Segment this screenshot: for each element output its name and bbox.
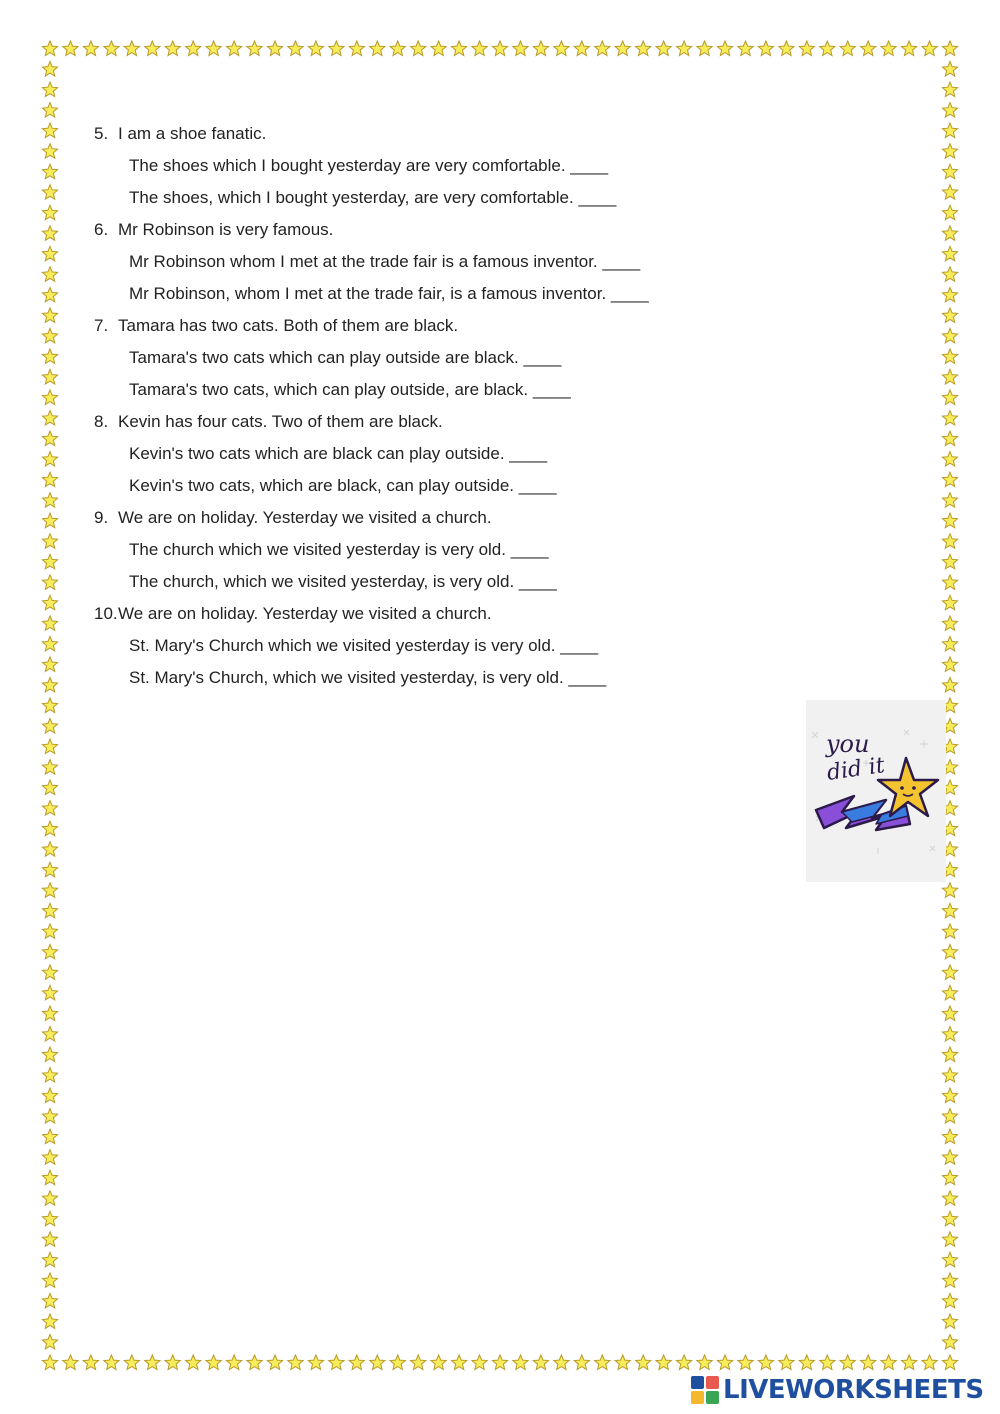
star-icon (533, 1355, 548, 1370)
star-icon (738, 41, 753, 56)
star-icon (942, 1109, 957, 1124)
star-icon (370, 1355, 385, 1370)
star-icon (942, 1252, 957, 1267)
answer-blank[interactable]: ____ (602, 252, 641, 271)
star-icon (779, 1355, 794, 1370)
star-icon (308, 41, 323, 56)
star-icon (942, 1335, 957, 1349)
star-icon (42, 1293, 57, 1308)
answer-blank[interactable]: ____ (518, 476, 557, 495)
star-icon (104, 1355, 119, 1370)
star-icon (42, 164, 57, 179)
star-icon (922, 1355, 937, 1370)
star-icon (42, 636, 57, 651)
star-icon (554, 1355, 569, 1370)
star-icon (942, 1211, 957, 1226)
star-icon (42, 780, 57, 795)
star-icon (942, 944, 957, 958)
star-icon (42, 267, 57, 282)
question-6 (94, 214, 854, 246)
answer-blank[interactable]: ____ (523, 348, 562, 367)
star-icon (288, 41, 303, 56)
star-icon (42, 1232, 57, 1247)
star-icon (42, 1129, 57, 1143)
option-sentence (94, 470, 854, 502)
star-icon (83, 1355, 98, 1370)
answer-blank[interactable]: ____ (560, 636, 599, 655)
you-did-it-sticker (806, 700, 946, 882)
star-icon (42, 698, 57, 713)
star-icon (942, 164, 957, 179)
star-icon (942, 616, 957, 630)
option-text: Tamara's two cats which can play outside are black. (129, 348, 519, 367)
star-icon (942, 308, 957, 323)
question-prompt: Kevin has four cats. Two of them are black. (118, 412, 443, 431)
option-sentence (94, 662, 854, 694)
star-icon (42, 821, 57, 836)
option-text: The church, which we visited yesterday, is very old. (129, 572, 515, 591)
question-number: 8. (94, 412, 109, 431)
star-icon (83, 41, 98, 56)
question-prompt: Mr Robinson is very famous. (118, 220, 334, 239)
star-icon (881, 41, 896, 56)
answer-blank[interactable]: ____ (518, 572, 557, 591)
star-icon (206, 1355, 221, 1370)
star-icon (533, 41, 548, 56)
liveworksheets-logo (690, 1372, 990, 1408)
star-icon (697, 1355, 712, 1370)
option-sentence (94, 630, 854, 662)
star-icon (431, 1355, 446, 1370)
star-icon (42, 739, 57, 753)
star-icon (758, 1355, 773, 1370)
star-icon (186, 1355, 201, 1370)
star-icon (942, 554, 957, 569)
star-icon (42, 185, 57, 200)
star-icon (145, 41, 160, 56)
question-7 (94, 310, 854, 342)
star-icon (595, 1355, 610, 1370)
star-icon (942, 1232, 957, 1247)
star-icon (942, 1027, 957, 1042)
star-icon (942, 1293, 957, 1308)
star-icon (861, 41, 876, 56)
star-icon (370, 41, 385, 56)
star-icon (942, 185, 957, 200)
star-icon (861, 1355, 876, 1370)
star-icon (656, 41, 671, 56)
option-sentence (94, 182, 854, 214)
star-icon (42, 760, 57, 775)
star-icon (124, 41, 139, 56)
question-number: 7. (94, 316, 109, 335)
star-icon (942, 452, 957, 467)
star-icon (42, 1047, 57, 1062)
option-text: The shoes, which I bought yesterday, are very comfortable. (129, 188, 574, 207)
star-icon (574, 1355, 589, 1370)
star-icon (942, 62, 957, 77)
star-icon (840, 1355, 855, 1370)
logo-text: LIVEWORKSHEETS (723, 1375, 984, 1405)
star-icon (840, 41, 855, 56)
star-icon (165, 1355, 180, 1370)
option-text: The shoes which I bought yesterday are very comfortable. (129, 156, 566, 175)
option-sentence (94, 566, 854, 598)
star-icon (942, 636, 957, 651)
star-icon (42, 1150, 57, 1165)
star-icon (942, 144, 957, 158)
star-icon (942, 513, 957, 528)
star-icon (881, 1355, 896, 1370)
star-icon (329, 41, 344, 56)
star-icon (42, 82, 57, 96)
star-icon (942, 883, 957, 898)
star-icon (165, 41, 180, 56)
star-icon (227, 1355, 242, 1370)
star-icon (42, 1006, 57, 1020)
star-icon (513, 1355, 528, 1370)
option-text: St. Mary's Church, which we visited yesterday, is very old. (129, 668, 564, 687)
star-icon (42, 554, 57, 569)
star-icon (42, 1273, 57, 1287)
star-icon (758, 41, 773, 56)
star-icon (574, 41, 589, 56)
star-icon (942, 431, 957, 446)
star-icon (42, 411, 57, 425)
star-icon (942, 390, 957, 405)
option-text: Kevin's two cats, which are black, can play outside. (129, 476, 514, 495)
option-text: Mr Robinson whom I met at the trade fair is a famous inventor. (129, 252, 598, 271)
star-icon (267, 1355, 282, 1370)
star-icon (942, 657, 957, 672)
star-icon (42, 965, 57, 980)
star-icon (42, 924, 57, 939)
star-icon (247, 1355, 262, 1370)
star-icon (820, 1355, 835, 1370)
star-icon (390, 1355, 405, 1370)
star-icon (42, 246, 57, 260)
star-icon (411, 1355, 426, 1370)
star-icon (942, 1355, 957, 1370)
option-text: Tamara's two cats, which can play outside, are black. (129, 380, 529, 399)
star-icon (513, 41, 528, 56)
star-icon (227, 41, 242, 56)
star-icon (42, 123, 57, 138)
star-icon (942, 287, 957, 301)
star-icon (636, 41, 651, 56)
star-icon (942, 103, 957, 118)
star-icon (554, 41, 569, 56)
star-icon (922, 41, 937, 56)
star-icon (42, 903, 57, 918)
star-icon (717, 41, 732, 56)
star-icon (42, 308, 57, 323)
star-icon (942, 1314, 957, 1329)
question-9 (94, 502, 854, 534)
star-icon (42, 349, 57, 363)
option-sentence (94, 374, 854, 406)
option-sentence (94, 342, 854, 374)
option-sentence (94, 534, 854, 566)
star-icon (942, 472, 957, 486)
star-icon (42, 62, 57, 77)
star-icon (247, 41, 262, 56)
star-icon (42, 1314, 57, 1329)
star-icon (42, 985, 57, 1000)
star-icon (472, 1355, 487, 1370)
star-icon (942, 985, 957, 1000)
star-icon (779, 41, 794, 56)
star-icon (942, 205, 957, 219)
star-icon (42, 1252, 57, 1267)
star-icon (308, 1355, 323, 1370)
star-icon (942, 1150, 957, 1165)
answer-blank[interactable]: ____ (509, 444, 548, 463)
sticker-text-line1: you (826, 730, 870, 758)
star-icon (42, 678, 57, 692)
star-icon (942, 924, 957, 939)
star-icon (452, 41, 467, 56)
star-icon (390, 41, 405, 56)
question-prompt: I am a shoe fanatic. (118, 124, 267, 143)
star-icon (942, 267, 957, 282)
star-icon (942, 493, 957, 508)
star-icon (942, 534, 957, 548)
question-number: 9. (94, 508, 109, 527)
star-icon (42, 226, 57, 241)
star-icon (677, 41, 692, 56)
star-icon (697, 41, 712, 56)
star-icon (902, 41, 917, 56)
star-icon (942, 1191, 957, 1205)
star-icon (42, 534, 57, 548)
star-icon (615, 41, 630, 56)
star-icon (942, 678, 957, 692)
star-icon (42, 452, 57, 467)
star-icon (206, 41, 221, 56)
star-icon (42, 513, 57, 528)
star-icon (942, 41, 957, 56)
star-icon (942, 1068, 957, 1082)
star-icon (42, 431, 57, 446)
star-icon (63, 1355, 78, 1370)
star-icon (942, 328, 957, 343)
star-icon (42, 472, 57, 486)
answer-blank[interactable]: ____ (568, 668, 607, 687)
star-icon (942, 226, 957, 241)
star-icon (42, 103, 57, 118)
option-sentence (94, 438, 854, 470)
star-icon (186, 41, 201, 56)
star-icon (145, 1355, 160, 1370)
answer-blank[interactable]: ____ (610, 284, 649, 303)
star-icon (42, 801, 57, 815)
star-icon (42, 1068, 57, 1082)
star-icon (63, 41, 78, 56)
star-icon (942, 411, 957, 425)
star-icon (349, 1355, 364, 1370)
star-icon (942, 370, 957, 385)
star-icon (42, 144, 57, 158)
star-icon (42, 1170, 57, 1185)
star-icon (42, 205, 57, 219)
option-text: Mr Robinson, whom I met at the trade fair, is a famous inventor. (129, 284, 607, 303)
star-icon (42, 493, 57, 508)
star-icon (42, 862, 57, 876)
star-icon (942, 1047, 957, 1062)
option-text: The church which we visited yesterday is very old. (129, 540, 506, 559)
star-icon (42, 1335, 57, 1349)
answer-blank[interactable]: ____ (570, 156, 609, 175)
question-number: 10. (94, 604, 118, 623)
sticker-text-line2: did it (825, 753, 887, 786)
star-icon (902, 1355, 917, 1370)
star-icon (42, 595, 57, 610)
option-sentence (94, 246, 854, 278)
star-icon (42, 1355, 57, 1370)
option-text: Kevin's two cats which are black can play outside. (129, 444, 505, 463)
star-icon (942, 1170, 957, 1185)
star-icon (942, 1006, 957, 1020)
star-icon (595, 41, 610, 56)
star-icon (42, 657, 57, 672)
star-icon (942, 349, 957, 363)
answer-blank[interactable]: ____ (510, 540, 549, 559)
question-10 (94, 598, 854, 630)
star-icon (942, 1088, 957, 1103)
star-icon (492, 1355, 507, 1370)
star-icon (717, 1355, 732, 1370)
star-icon (615, 1355, 630, 1370)
exercise-list (94, 118, 854, 694)
star-icon (42, 1088, 57, 1103)
question-5 (94, 118, 854, 150)
star-icon (42, 719, 57, 734)
star-icon (472, 41, 487, 56)
star-icon (820, 41, 835, 56)
question-number: 6. (94, 220, 109, 239)
star-icon (942, 595, 957, 610)
star-icon (942, 1273, 957, 1287)
star-icon (42, 842, 57, 857)
star-icon (42, 328, 57, 343)
star-icon (636, 1355, 651, 1370)
star-icon (104, 41, 119, 56)
question-prompt: We are on holiday. Yesterday we visited a church. (118, 604, 492, 623)
star-icon (329, 1355, 344, 1370)
star-icon (267, 41, 282, 56)
star-icon (738, 1355, 753, 1370)
star-icon (942, 903, 957, 918)
star-icon (288, 1355, 303, 1370)
option-text: St. Mary's Church which we visited yesterday is very old. (129, 636, 556, 655)
star-icon (942, 246, 957, 260)
star-icon (942, 123, 957, 138)
answer-blank[interactable]: ____ (532, 380, 571, 399)
star-icon (42, 1191, 57, 1205)
star-icon (42, 944, 57, 958)
star-icon (452, 1355, 467, 1370)
star-icon (42, 287, 57, 301)
question-prompt: Tamara has two cats. Both of them are black. (118, 316, 459, 335)
star-icon (124, 1355, 139, 1370)
star-icon (942, 965, 957, 980)
star-icon (42, 883, 57, 898)
star-icon (799, 1355, 814, 1370)
star-icon (42, 616, 57, 630)
star-icon (42, 390, 57, 405)
star-icon (349, 41, 364, 56)
star-icon (42, 370, 57, 385)
star-icon (42, 575, 57, 590)
star-icon (42, 1211, 57, 1226)
star-icon (492, 41, 507, 56)
star-icon (411, 41, 426, 56)
answer-blank[interactable]: ____ (578, 188, 617, 207)
star-icon (942, 1129, 957, 1143)
star-icon (42, 1109, 57, 1124)
star-icon (42, 41, 57, 56)
star-icon (799, 41, 814, 56)
question-prompt: We are on holiday. Yesterday we visited a church. (118, 508, 492, 527)
liveworksheets-logo-icon (690, 1375, 720, 1405)
star-icon (942, 575, 957, 590)
star-icon (942, 82, 957, 96)
star-icon (677, 1355, 692, 1370)
question-8 (94, 406, 854, 438)
question-number: 5. (94, 124, 109, 143)
option-sentence (94, 150, 854, 182)
star-icon (431, 41, 446, 56)
star-icon (42, 1027, 57, 1042)
star-icon (656, 1355, 671, 1370)
option-sentence (94, 278, 854, 310)
